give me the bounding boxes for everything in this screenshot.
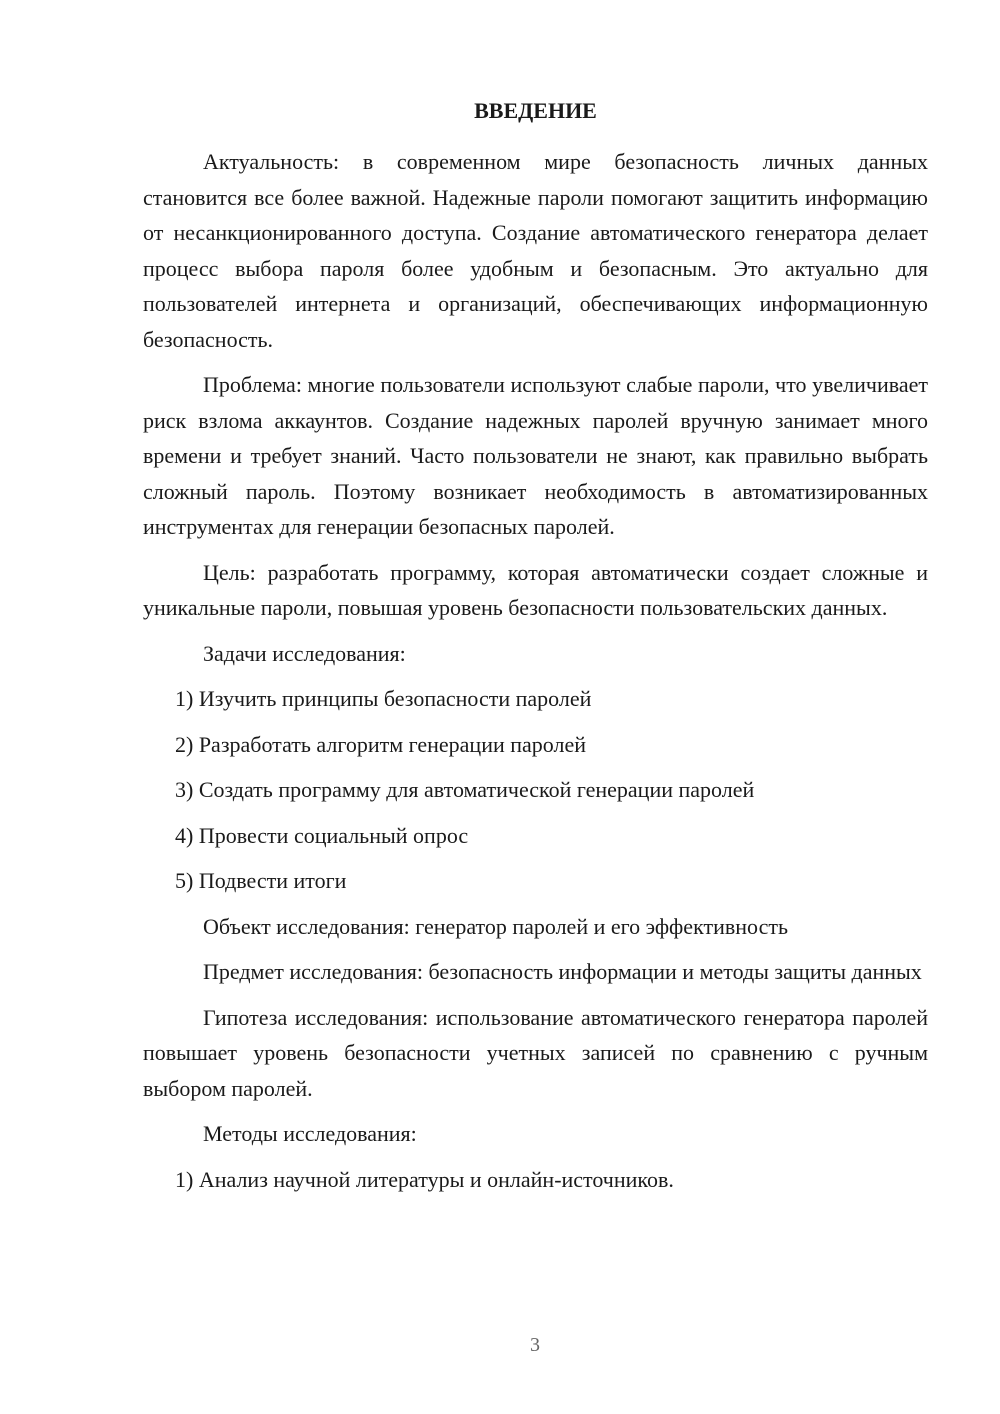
task-item-5: 5) Подвести итоги	[175, 868, 347, 893]
paragraph-problem: Проблема: многие пользователи используют слабые пароли, что увеличивает риск взлома аккаунтов. Создание надежных паролей вручную занимает много времени и требует знаний. Часто пользователи не знают, как правильно выбрать сложный пароль. Поэтому возникает необходимость в автоматизированных инструментах для генерации безопасных паролей.	[143, 372, 928, 539]
research-subject: Предмет исследования: безопасность информации и методы защиты данных	[203, 959, 922, 984]
research-hypothesis: Гипотеза исследования: использование автоматического генератора паролей повышает уровень безопасности учетных записей по сравнению с ручным выбором паролей.	[143, 1004, 928, 1101]
task-item-2: 2) Разработать алгоритм генерации паролей	[175, 731, 587, 757]
tasks-heading: Задачи исследования:	[203, 640, 406, 666]
document-page	[143, 96, 928, 1207]
paragraph-relevance: Актуальность: в современном мире безопасность личных данных становится все более важной. Надежные пароли помогают защитить информацию от несанкционированного доступа. Создание автоматического генератора делает процесс выбора пароля более удобным и безопасным. Это актуально для пользователей интернета и организаций, обеспечивающих информационную безопасность.	[143, 149, 928, 352]
page-number: 3	[530, 1334, 540, 1356]
task-item-4: 4) Провести социальный опрос	[175, 822, 469, 848]
section-title: ВВЕДЕНИЕ	[474, 98, 597, 123]
method-item-1: 1) Анализ научной литературы и онлайн-источников.	[175, 1166, 674, 1192]
task-item-3: 3) Создать программу для автоматической генерации паролей	[175, 777, 755, 802]
research-object: Объект исследования: генератор паролей и его эффективность	[203, 913, 788, 939]
paragraph-goal: Цель: разработать программу, которая автоматически создает сложные и уникальные пароли, повышая уровень безопасности пользовательских данных.	[143, 559, 928, 620]
methods-heading: Методы исследования:	[203, 1121, 417, 1146]
task-item-1: 1) Изучить принципы безопасности паролей	[175, 686, 592, 711]
